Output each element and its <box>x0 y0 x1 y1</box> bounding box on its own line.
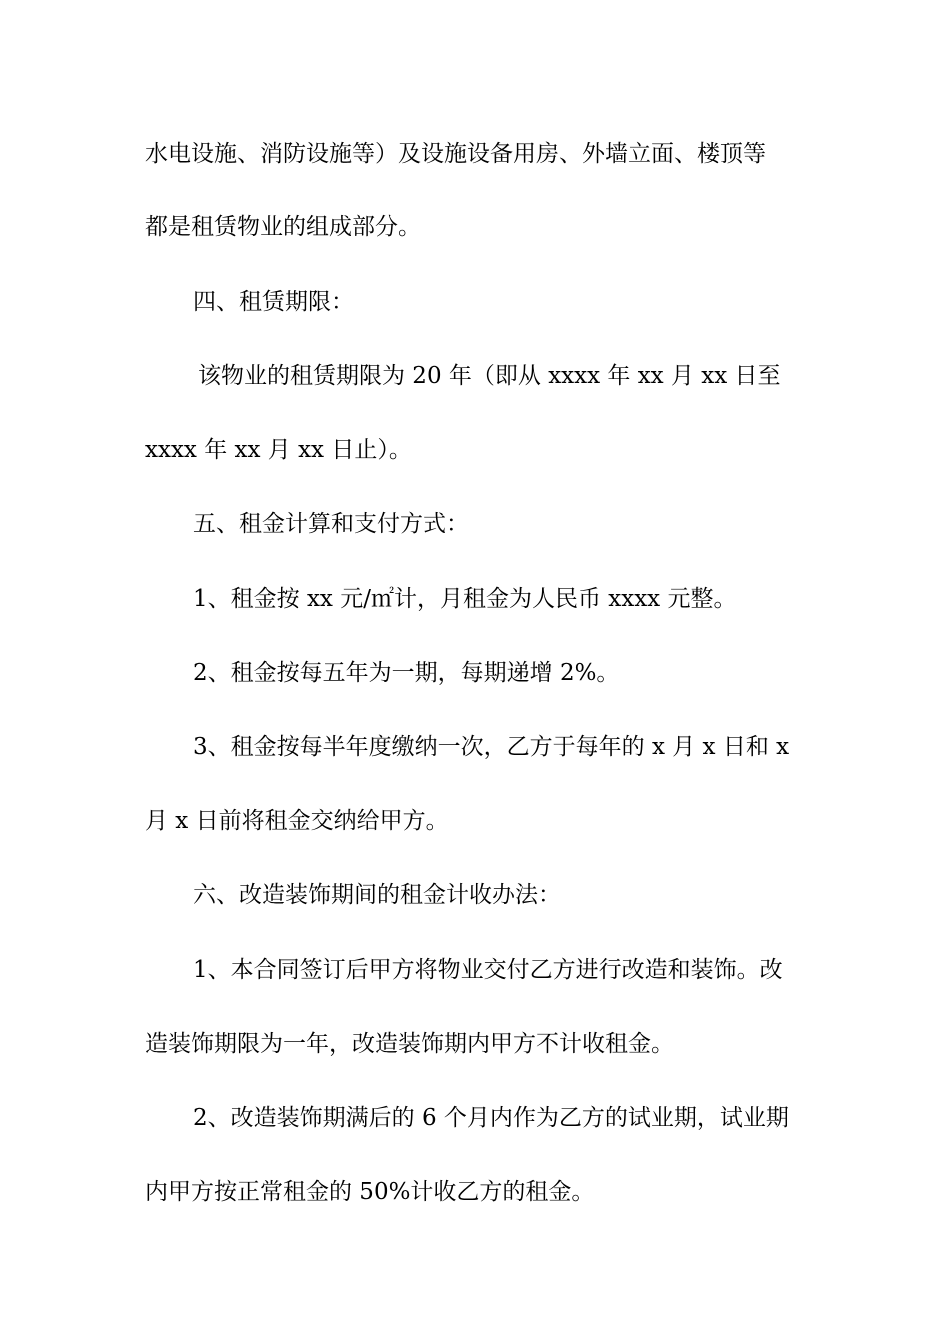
clause-6-2-line-1: 2、改造装饰期满后的 6 个月内作为乙方的试业期，试业期 <box>193 1105 789 1131</box>
section-heading-4: 四、租赁期限： <box>193 289 354 315</box>
section-heading-6: 六、改造装饰期间的租金计收办法： <box>193 882 561 908</box>
clause-5-3-line-1: 3、租金按每半年度缴纳一次，乙方于每年的 x 月 x 日和 x <box>193 734 790 760</box>
clause-6-2-line-2: 内甲方按正常租金的 50%计收乙方的租金。 <box>145 1179 595 1205</box>
paragraph-line-2: 都是租赁物业的组成部分。 <box>145 214 421 240</box>
paragraph-line-1: 水电设施、消防设施等）及设施设备用房、外墙立面、楼顶等 <box>145 141 766 167</box>
paragraph-line-4: 该物业的租赁期限为 20 年（即从 xxxx 年 xx 月 xx 日至 <box>198 363 781 389</box>
clause-5-3-line-2: 月 x 日前将租金交纳给甲方。 <box>145 808 449 834</box>
section-heading-5: 五、租金计算和支付方式： <box>193 511 469 537</box>
paragraph-line-5: xxxx 年 xx 月 xx 日止）。 <box>145 437 412 463</box>
clause-5-2: 2、租金按每五年为一期，每期递增 2%。 <box>193 660 620 686</box>
clause-6-1-line-2: 造装饰期限为一年，改造装饰期内甲方不计收租金。 <box>145 1031 674 1057</box>
clause-5-1: 1、租金按 xx 元/㎡计，月租金为人民币 xxxx 元整。 <box>193 586 737 612</box>
clause-6-1-line-1: 1、本合同签订后甲方将物业交付乙方进行改造和装饰。改 <box>193 957 783 983</box>
